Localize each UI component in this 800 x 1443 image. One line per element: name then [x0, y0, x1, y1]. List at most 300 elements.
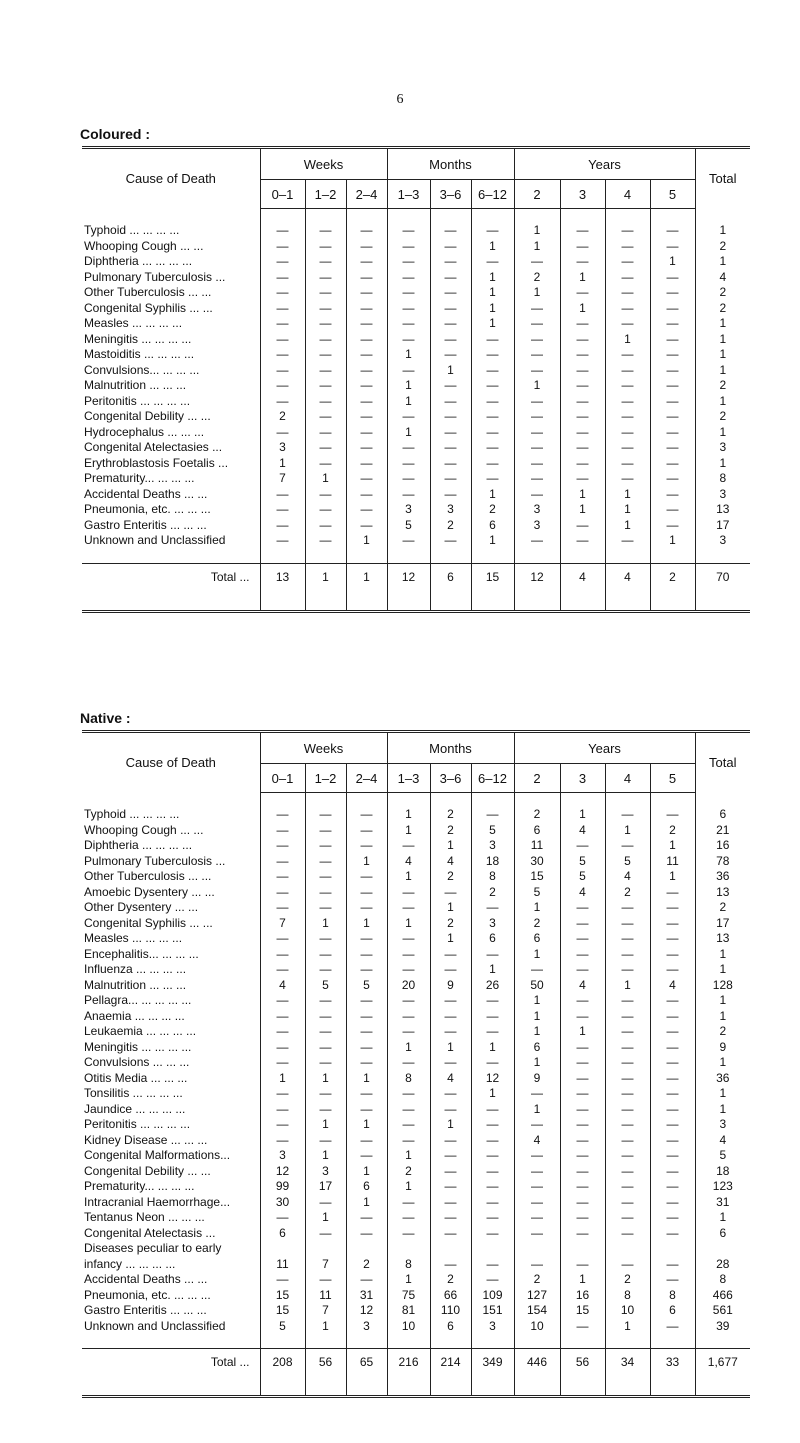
- row-total: 4: [695, 1133, 750, 1149]
- total-count-cell: 6: [430, 563, 471, 611]
- row-total: 6: [695, 1226, 750, 1242]
- count-cell: —: [305, 885, 346, 901]
- count-cell: 2: [514, 1272, 560, 1288]
- count-cell: —: [305, 425, 346, 441]
- count-cell: 3: [471, 838, 514, 854]
- count-cell: —: [387, 487, 430, 503]
- count-cell: —: [260, 1086, 305, 1102]
- row-total: 8: [695, 471, 750, 487]
- table-row: [82, 347, 750, 363]
- count-cell: —: [346, 378, 387, 394]
- count-cell: 12: [346, 1303, 387, 1319]
- count-cell: —: [471, 332, 514, 348]
- count-cell: —: [650, 1148, 695, 1164]
- row-total: 39: [695, 1319, 750, 1335]
- count-cell: —: [650, 962, 695, 978]
- count-cell: 8: [387, 1071, 430, 1087]
- cause-label: Gastro Enteritis ... ... ...: [84, 1303, 207, 1317]
- count-cell: —: [514, 347, 560, 363]
- count-cell: —: [471, 1210, 514, 1226]
- count-cell: —: [346, 254, 387, 270]
- count-cell: —: [560, 332, 605, 348]
- count-cell: 1: [305, 1148, 346, 1164]
- count-cell: —: [260, 823, 305, 839]
- cause-label: Tentanus Neon ... ... ...: [84, 1210, 205, 1224]
- count-cell: 10: [387, 1319, 430, 1335]
- age-subheader: 2: [514, 764, 560, 793]
- count-cell: —: [346, 885, 387, 901]
- count-cell: —: [430, 487, 471, 503]
- count-cell: —: [346, 1055, 387, 1071]
- count-cell: 1: [471, 316, 514, 332]
- section-title-coloured: Coloured :: [80, 126, 150, 142]
- count-cell: —: [430, 332, 471, 348]
- count-cell: —: [260, 807, 305, 823]
- age-subheader: 5: [650, 180, 695, 209]
- count-cell: 127: [514, 1288, 560, 1304]
- count-cell: —: [430, 1055, 471, 1071]
- count-cell: —: [471, 1179, 514, 1195]
- count-cell: —: [430, 471, 471, 487]
- count-cell: 154: [514, 1303, 560, 1319]
- count-cell: —: [387, 993, 430, 1009]
- count-cell: —: [605, 316, 650, 332]
- cause-label: Peritonitis ... ... ... ...: [84, 1117, 191, 1131]
- count-cell: —: [430, 394, 471, 410]
- row-total: 1: [695, 1055, 750, 1071]
- count-cell: —: [260, 838, 305, 854]
- count-cell: 7: [305, 1303, 346, 1319]
- count-cell: —: [650, 394, 695, 410]
- count-cell: —: [260, 223, 305, 239]
- count-cell: —: [605, 394, 650, 410]
- count-cell: —: [346, 456, 387, 472]
- count-cell: —: [387, 270, 430, 286]
- count-cell: —: [605, 1102, 650, 1118]
- count-cell: —: [650, 409, 695, 425]
- count-cell: 15: [260, 1303, 305, 1319]
- count-cell: —: [346, 807, 387, 823]
- count-cell: 2: [430, 1272, 471, 1288]
- count-cell: —: [430, 1210, 471, 1226]
- count-cell: 15: [260, 1288, 305, 1304]
- count-cell: —: [305, 1133, 346, 1149]
- count-cell: —: [560, 254, 605, 270]
- count-cell: —: [650, 885, 695, 901]
- count-cell: 2: [430, 916, 471, 932]
- count-cell: —: [260, 316, 305, 332]
- count-cell: 11: [514, 838, 560, 854]
- count-cell: —: [430, 1024, 471, 1040]
- count-cell: —: [346, 502, 387, 518]
- count-cell: —: [305, 1024, 346, 1040]
- count-cell: —: [260, 502, 305, 518]
- cause-label: Diphtheria ... ... ... ...: [84, 838, 193, 852]
- count-cell: 1: [605, 502, 650, 518]
- table-row: [82, 1226, 750, 1242]
- table-row: [82, 394, 750, 410]
- count-cell: —: [650, 363, 695, 379]
- count-cell: —: [305, 993, 346, 1009]
- count-cell: —: [650, 1102, 695, 1118]
- count-cell: —: [305, 1102, 346, 1118]
- count-cell: 12: [471, 1071, 514, 1087]
- count-cell: —: [650, 1055, 695, 1071]
- count-cell: 1: [387, 394, 430, 410]
- row-total: 123: [695, 1179, 750, 1195]
- count-cell: 1: [560, 1272, 605, 1288]
- cause-label: Convulsions... ... ... ...: [84, 362, 200, 377]
- table-row: [82, 239, 750, 255]
- count-cell: —: [560, 993, 605, 1009]
- count-cell: —: [650, 807, 695, 823]
- count-cell: —: [305, 1009, 346, 1025]
- section-title-native: Native :: [80, 710, 131, 726]
- count-cell: —: [605, 1086, 650, 1102]
- count-cell: —: [305, 239, 346, 255]
- count-cell: 2: [430, 823, 471, 839]
- count-cell: —: [387, 947, 430, 963]
- table-row: [82, 1055, 750, 1071]
- count-cell: 4: [387, 854, 430, 870]
- count-cell: 5: [514, 885, 560, 901]
- count-cell: —: [605, 347, 650, 363]
- count-cell: —: [387, 1009, 430, 1025]
- count-cell: —: [650, 347, 695, 363]
- count-cell: 5: [560, 869, 605, 885]
- table-row: [82, 1288, 750, 1304]
- count-cell: 1: [650, 533, 695, 549]
- count-cell: 8: [605, 1288, 650, 1304]
- cause-label: Whooping Cough ... ...: [84, 238, 204, 253]
- table-row: [82, 1148, 750, 1164]
- count-cell: 110: [430, 1303, 471, 1319]
- cause-label: Whooping Cough ... ...: [84, 822, 204, 837]
- count-cell: —: [560, 316, 605, 332]
- cause-label: Kidney Disease ... ... ...: [84, 1132, 208, 1147]
- grand-total: 1,677: [695, 1349, 750, 1397]
- count-cell: —: [430, 301, 471, 317]
- count-cell: —: [305, 487, 346, 503]
- table-row: [82, 931, 750, 947]
- total-count-cell: 12: [514, 563, 560, 611]
- count-cell: —: [650, 223, 695, 239]
- cause-label: Diseases peculiar to early: [84, 1241, 222, 1255]
- count-cell: 1: [346, 854, 387, 870]
- count-cell: —: [430, 1009, 471, 1025]
- row-total: 78: [695, 854, 750, 870]
- count-cell: —: [650, 947, 695, 963]
- row-total: 1: [695, 456, 750, 472]
- cause-label: Gastro Enteritis ... ... ...: [84, 517, 207, 532]
- count-cell: 1: [605, 823, 650, 839]
- count-cell: 6: [471, 931, 514, 947]
- count-cell: —: [471, 1102, 514, 1118]
- count-cell: —: [605, 900, 650, 916]
- cause-label: Other Tuberculosis ... ...: [84, 285, 212, 299]
- group-header-months: Months: [387, 732, 514, 764]
- total-row: [82, 1349, 750, 1397]
- row-total: 1: [695, 363, 750, 379]
- count-cell: —: [605, 239, 650, 255]
- count-cell: —: [305, 1195, 346, 1211]
- native-table-container: [82, 730, 750, 1398]
- count-cell: —: [430, 885, 471, 901]
- group-header-years: Years: [514, 148, 695, 180]
- count-cell: —: [605, 947, 650, 963]
- table-row: [82, 363, 750, 379]
- count-cell: 10: [605, 1303, 650, 1319]
- count-cell: —: [346, 347, 387, 363]
- table-row: [82, 1210, 750, 1226]
- count-cell: 2: [514, 270, 560, 286]
- count-cell: [471, 1241, 514, 1257]
- count-cell: —: [605, 1164, 650, 1180]
- total-label: Total ...: [82, 1349, 260, 1397]
- count-cell: —: [346, 947, 387, 963]
- count-cell: 4: [650, 978, 695, 994]
- count-cell: —: [305, 223, 346, 239]
- count-cell: —: [514, 1210, 560, 1226]
- count-cell: —: [387, 1102, 430, 1118]
- total-row: [82, 563, 750, 611]
- total-count-cell: 2: [650, 563, 695, 611]
- count-cell: 4: [430, 1071, 471, 1087]
- count-cell: 4: [560, 823, 605, 839]
- age-subheader: 1–3: [387, 180, 430, 209]
- table-row: [82, 1009, 750, 1025]
- count-cell: —: [305, 1226, 346, 1242]
- count-cell: —: [605, 931, 650, 947]
- count-cell: —: [650, 471, 695, 487]
- cause-label: Amoebic Dysentery ... ...: [84, 884, 215, 899]
- count-cell: 1: [560, 301, 605, 317]
- row-total: 1: [695, 1086, 750, 1102]
- cause-label: Influenza ... ... ... ...: [84, 962, 187, 976]
- count-cell: —: [260, 347, 305, 363]
- count-cell: —: [387, 1226, 430, 1242]
- count-cell: 4: [260, 978, 305, 994]
- count-cell: 1: [346, 533, 387, 549]
- count-cell: —: [471, 900, 514, 916]
- count-cell: —: [560, 1319, 605, 1335]
- count-cell: —: [305, 270, 346, 286]
- count-cell: —: [471, 394, 514, 410]
- count-cell: —: [650, 518, 695, 534]
- row-total: 13: [695, 502, 750, 518]
- count-cell: —: [471, 425, 514, 441]
- count-cell: —: [387, 301, 430, 317]
- count-cell: —: [605, 1117, 650, 1133]
- table-row: [82, 223, 750, 239]
- count-cell: —: [260, 931, 305, 947]
- count-cell: —: [560, 1195, 605, 1211]
- count-cell: —: [514, 1195, 560, 1211]
- age-subheader: 4: [605, 764, 650, 793]
- count-cell: —: [471, 1226, 514, 1242]
- count-cell: [605, 1241, 650, 1257]
- count-cell: —: [346, 1210, 387, 1226]
- group-header-months: Months: [387, 148, 514, 180]
- count-cell: —: [260, 854, 305, 870]
- cause-label: Malnutrition ... ... ...: [84, 977, 187, 992]
- count-cell: 15: [514, 869, 560, 885]
- count-cell: —: [346, 270, 387, 286]
- count-cell: —: [650, 502, 695, 518]
- count-cell: —: [560, 425, 605, 441]
- count-cell: —: [305, 1055, 346, 1071]
- count-cell: —: [471, 1195, 514, 1211]
- cause-label: Congenital Syphilis ... ...: [84, 915, 213, 930]
- count-cell: 1: [605, 487, 650, 503]
- count-cell: —: [650, 916, 695, 932]
- count-cell: —: [387, 285, 430, 301]
- count-cell: 1: [260, 456, 305, 472]
- row-total: 2: [695, 900, 750, 916]
- count-cell: 2: [514, 807, 560, 823]
- count-cell: —: [650, 1086, 695, 1102]
- count-cell: —: [605, 270, 650, 286]
- count-cell: —: [605, 807, 650, 823]
- count-cell: 6: [430, 1319, 471, 1335]
- count-cell: —: [560, 518, 605, 534]
- count-cell: 30: [514, 854, 560, 870]
- count-cell: —: [560, 1210, 605, 1226]
- row-total: 13: [695, 885, 750, 901]
- count-cell: 31: [346, 1288, 387, 1304]
- count-cell: —: [471, 1133, 514, 1149]
- count-cell: —: [650, 301, 695, 317]
- count-cell: —: [560, 378, 605, 394]
- count-cell: —: [430, 223, 471, 239]
- row-total: 1: [695, 1009, 750, 1025]
- count-cell: —: [605, 1257, 650, 1273]
- count-cell: —: [387, 533, 430, 549]
- count-cell: —: [560, 285, 605, 301]
- age-subheader: 4: [605, 180, 650, 209]
- count-cell: —: [260, 1272, 305, 1288]
- count-cell: —: [260, 270, 305, 286]
- count-cell: —: [305, 301, 346, 317]
- count-cell: 1: [305, 1210, 346, 1226]
- count-cell: 1: [305, 1117, 346, 1133]
- count-cell: —: [260, 993, 305, 1009]
- cause-label: Peritonitis ... ... ... ...: [84, 393, 191, 408]
- count-cell: —: [650, 316, 695, 332]
- count-cell: —: [260, 363, 305, 379]
- count-cell: —: [387, 1195, 430, 1211]
- count-cell: 1: [605, 978, 650, 994]
- count-cell: 5: [260, 1319, 305, 1335]
- coloured-deaths-table: [82, 146, 750, 613]
- count-cell: 1: [471, 533, 514, 549]
- count-cell: 6: [471, 518, 514, 534]
- row-total: 1: [695, 254, 750, 270]
- count-cell: 1: [346, 1117, 387, 1133]
- table-row: [82, 900, 750, 916]
- cause-label: Malnutrition ... ... ...: [84, 378, 187, 392]
- count-cell: —: [650, 1319, 695, 1335]
- count-cell: —: [346, 301, 387, 317]
- row-total: 3: [695, 487, 750, 503]
- count-cell: —: [305, 533, 346, 549]
- row-total: 3: [695, 440, 750, 456]
- count-cell: —: [471, 947, 514, 963]
- row-total: 28: [695, 1257, 750, 1273]
- count-cell: —: [346, 1272, 387, 1288]
- count-cell: —: [560, 440, 605, 456]
- count-cell: —: [260, 378, 305, 394]
- count-cell: —: [650, 456, 695, 472]
- count-cell: —: [387, 440, 430, 456]
- count-cell: 18: [471, 854, 514, 870]
- count-cell: 16: [560, 1288, 605, 1304]
- count-cell: —: [305, 807, 346, 823]
- count-cell: 1: [471, 270, 514, 286]
- count-cell: —: [387, 1117, 430, 1133]
- count-cell: —: [387, 471, 430, 487]
- count-cell: —: [514, 440, 560, 456]
- total-label: Total ...: [82, 563, 260, 611]
- total-count-cell: 4: [560, 563, 605, 611]
- count-cell: —: [471, 223, 514, 239]
- table-row: [82, 869, 750, 885]
- cause-label: Congenital Atelectasis ...: [84, 1225, 216, 1240]
- count-cell: —: [305, 316, 346, 332]
- age-subheader: 1–3: [387, 764, 430, 793]
- cause-label: Leukaemia ... ... ... ...: [84, 1024, 197, 1038]
- count-cell: —: [430, 1179, 471, 1195]
- count-cell: —: [605, 1024, 650, 1040]
- count-cell: —: [471, 409, 514, 425]
- age-subheader: 1–2: [305, 180, 346, 209]
- count-cell: —: [430, 239, 471, 255]
- count-cell: 1: [305, 916, 346, 932]
- count-cell: —: [387, 316, 430, 332]
- count-cell: 1: [514, 947, 560, 963]
- cause-label: Typhoid ... ... ... ...: [84, 223, 180, 237]
- count-cell: —: [514, 1117, 560, 1133]
- cause-label: Pellagra... ... ... ... ...: [84, 993, 192, 1007]
- count-cell: 1: [471, 1086, 514, 1102]
- total-count-cell: 1: [346, 563, 387, 611]
- count-cell: 6: [514, 931, 560, 947]
- count-cell: —: [387, 239, 430, 255]
- count-cell: —: [560, 1117, 605, 1133]
- total-header: Total: [695, 148, 750, 209]
- row-total: 17: [695, 518, 750, 534]
- count-cell: —: [430, 254, 471, 270]
- count-cell: —: [346, 1009, 387, 1025]
- count-cell: 1: [560, 807, 605, 823]
- count-cell: —: [650, 1257, 695, 1273]
- table-row: [82, 332, 750, 348]
- count-cell: —: [471, 254, 514, 270]
- count-cell: —: [605, 409, 650, 425]
- count-cell: —: [471, 993, 514, 1009]
- count-cell: —: [346, 487, 387, 503]
- age-subheader: 2–4: [346, 180, 387, 209]
- count-cell: —: [514, 471, 560, 487]
- total-count-cell: 349: [471, 1349, 514, 1397]
- count-cell: —: [305, 347, 346, 363]
- cause-label: Tonsilitis ... ... ... ...: [84, 1086, 183, 1100]
- age-subheader: 5: [650, 764, 695, 793]
- count-cell: 1: [387, 869, 430, 885]
- table-row: [82, 1133, 750, 1149]
- count-cell: —: [260, 239, 305, 255]
- coloured-table-container: [82, 146, 750, 613]
